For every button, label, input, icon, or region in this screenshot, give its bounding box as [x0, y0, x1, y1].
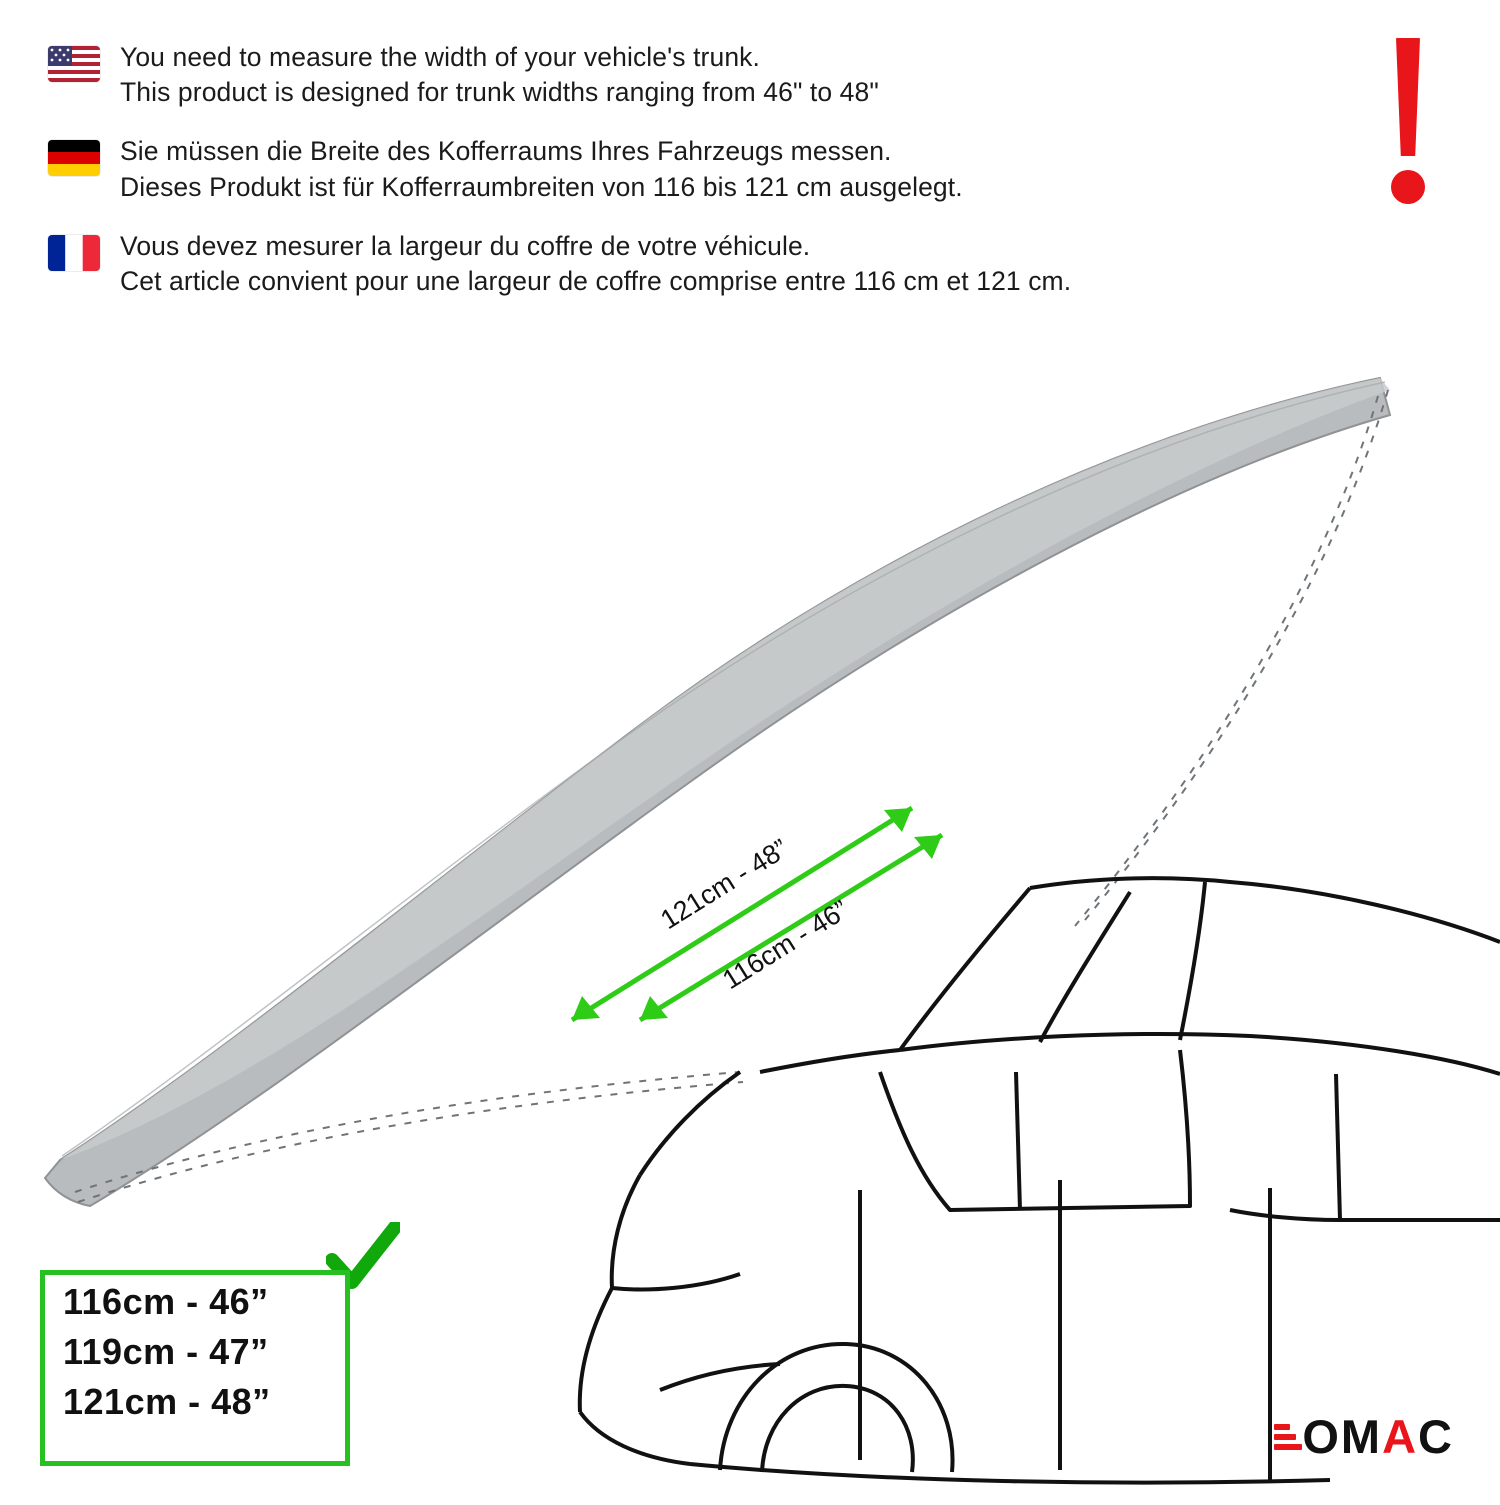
- logo-text: [1302, 1410, 1454, 1463]
- notice-de-line2: Dieses Produkt ist für Kofferraumbreiten von 116 bis 121 cm ausgelegt.: [120, 171, 963, 202]
- instruction-notices: [48, 40, 1388, 323]
- measurement-arrows: [572, 808, 942, 1020]
- logo-text-c: C: [1418, 1410, 1454, 1463]
- fr-flag-icon: [48, 235, 100, 271]
- us-flag-icon: [48, 46, 100, 82]
- notice-de: [48, 134, 1388, 204]
- size-item-1: 119cm - 47”: [63, 1331, 269, 1373]
- measure-label-116: 116cm - 46”: [717, 894, 854, 996]
- notice-fr: [48, 229, 1388, 299]
- exclamation-bar: [1393, 38, 1423, 156]
- trunk-lip-spoiler: [45, 378, 1390, 1206]
- notice-en: [48, 40, 1388, 110]
- size-item-2: 121cm - 48”: [63, 1381, 271, 1423]
- logo-text-a: A: [1382, 1410, 1419, 1463]
- de-flag-icon: [48, 140, 100, 176]
- notice-en-line1: You need to measure the width of your vehicle's trunk.: [120, 42, 760, 72]
- exclamation-dot: [1391, 170, 1425, 204]
- logo-text-om: OM: [1302, 1410, 1383, 1463]
- size-list-box: [40, 1270, 350, 1466]
- size-item-0: 116cm - 46”: [63, 1281, 269, 1322]
- notice-fr-line2: Cet article convient pour une largeur de coffre comprise entre 116 cm et 121 cm.: [120, 266, 1072, 297]
- notice-en-line2: This product is designed for trunk widths ranging from 46" to 48": [120, 77, 879, 108]
- notice-de-line1: Sie müssen die Breite des Kofferraums Ihres Fahrzeugs messen.: [120, 136, 892, 167]
- exclamation-mark-icon: [1378, 38, 1438, 218]
- notice-fr-line1: Vous devez mesurer la largeur du coffre de votre véhicule.: [120, 230, 811, 261]
- omac-logo: [1268, 1410, 1454, 1463]
- logo-bars-icon: [1274, 1424, 1302, 1450]
- measure-label-121: 121cm - 48”: [655, 833, 794, 936]
